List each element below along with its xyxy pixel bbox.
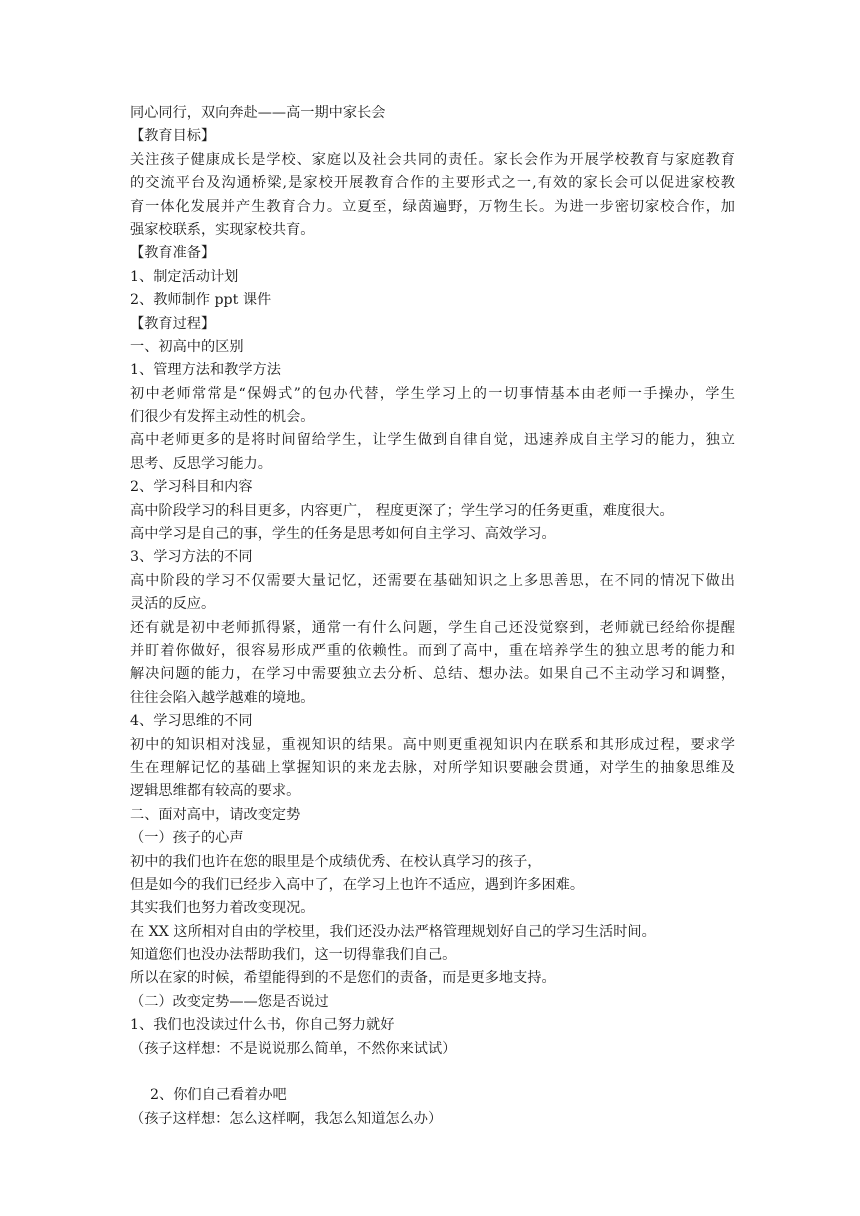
paragraph-line: 高中阶段学习的科目更多，内容更广， 程度更深了；学生学习的任务更重，难度很大。 <box>130 502 674 519</box>
paragraph-line: 育一体化发展并产生教育合力。立夏至，绿茵遍野，万物生长。为进一步密切家校合作，加 <box>130 198 735 215</box>
paragraph-line: 高中学习是自己的事，学生的任务是思考如何自主学习、高效学习。 <box>130 526 556 543</box>
blank-line <box>130 1061 735 1084</box>
paragraph-line: 思考、反思学习能力。 <box>130 455 272 472</box>
paragraph-line: 关注孩子健康成长是学校、家庭以及社会共同的责任。家长会作为开展学校教育与家庭教育 <box>130 151 735 168</box>
document-page <box>130 102 735 1131</box>
paragraph-line: 强家校联系，实现家校共育。 <box>130 221 315 238</box>
paragraph-line: 所以在家的时候，希望能得到的不是您们的责备，而是更多地支持。 <box>130 970 556 987</box>
paragraph-line: 灵活的反应。 <box>130 596 216 613</box>
subsection-heading: 2、学习科目和内容 <box>130 479 253 496</box>
section-heading-prep: 【教育准备】 <box>130 245 216 262</box>
section-heading: 一、初高中的区别 <box>130 338 244 355</box>
subsection-heading: 3、学习方法的不同 <box>130 549 253 566</box>
paragraph-line: 高中阶段的学习不仅需要大量记忆，还需要在基础知识之上多思善思，在不同的情况下做出 <box>130 572 735 589</box>
document-title: 同心同行，双向奔赴——高一期中家长会 <box>130 105 386 121</box>
list-item-note: （孩子这样想：怎么这样啊，我怎么知道怎么办） <box>130 1110 443 1127</box>
paragraph-line: 的交流平台及沟通桥梁,是家校开展教育合作的主要形式之一,有效的家长会可以促进家校教 <box>130 175 735 192</box>
list-item: 1、我们也没读过什么书，你自己努力就好 <box>130 1017 395 1034</box>
paragraph-line: 并盯着你做好，很容易形成严重的依赖性。而到了高中，重在培养学生的独立思考的能力和 <box>130 642 735 659</box>
paragraph-line: 还有就是初中老师抓得紧，通常一有什么问题，学生自己还没觉察到，老师就已经给你提醒 <box>130 619 735 636</box>
paragraph-line: 但是如今的我们已经步入高中了，在学习上也许不适应，遇到许多困难。 <box>130 876 585 893</box>
list-item: 1、制定活动计划 <box>130 268 239 285</box>
subsection-heading: 4、学习思维的不同 <box>130 713 253 730</box>
list-item: 2、教师制作 ppt 课件 <box>130 292 272 309</box>
paragraph-line: 初中老师常常是“保姆式”的包办代替，学生学习上的一切事情基本由老师一手操办，学生 <box>130 385 735 402</box>
paragraph-line: 生在理解记忆的基础上掌握知识的来龙去脉，对所学知识要融会贯通，对学生的抽象思维及 <box>130 759 735 776</box>
subsection-heading: 1、管理方法和教学方法 <box>130 362 281 379</box>
subsection-heading: （二）改变定势——您是否说过 <box>130 993 329 1010</box>
subsection-heading: （一）孩子的心声 <box>130 830 244 847</box>
section-heading-process: 【教育过程】 <box>130 315 216 332</box>
paragraph-line: 初中的我们也许在您的眼里是个成绩优秀、在校认真学习的孩子， <box>130 853 542 870</box>
paragraph-line: 们很少有发挥主动性的机会。 <box>130 409 315 426</box>
list-item-note: （孩子这样想：不是说说那么简单，不然你来试试） <box>130 1040 457 1057</box>
paragraph-line: 知道您们也没办法帮助我们，这一切得靠我们自己。 <box>130 947 457 964</box>
paragraph-line: 高中老师更多的是将时间留给学生，让学生做到自律自觉，迅速养成自主学习的能力，独立 <box>130 432 735 449</box>
paragraph-line: 在 XX 这所相对自由的学校里，我们还没办法严格管理规划好自己的学习生活时间。 <box>130 923 656 940</box>
paragraph-line: 其实我们也努力着改变现况。 <box>130 900 315 917</box>
section-heading: 二、面对高中，请改变定势 <box>130 806 301 823</box>
list-item: 2、你们自己看着办吧 <box>150 1087 287 1104</box>
paragraph-line: 往往会陷入越学越难的境地。 <box>130 689 315 706</box>
section-heading-goal: 【教育目标】 <box>130 128 216 145</box>
paragraph-line: 逻辑思维都有较高的要求。 <box>130 783 301 800</box>
paragraph-line: 解决问题的能力，在学习中需要独立去分析、总结、想办法。如果自己不主动学习和调整， <box>130 666 735 683</box>
paragraph-line: 初中的知识相对浅显，重视知识的结果。高中则更重视知识内在联系和其形成过程，要求学 <box>130 736 735 753</box>
